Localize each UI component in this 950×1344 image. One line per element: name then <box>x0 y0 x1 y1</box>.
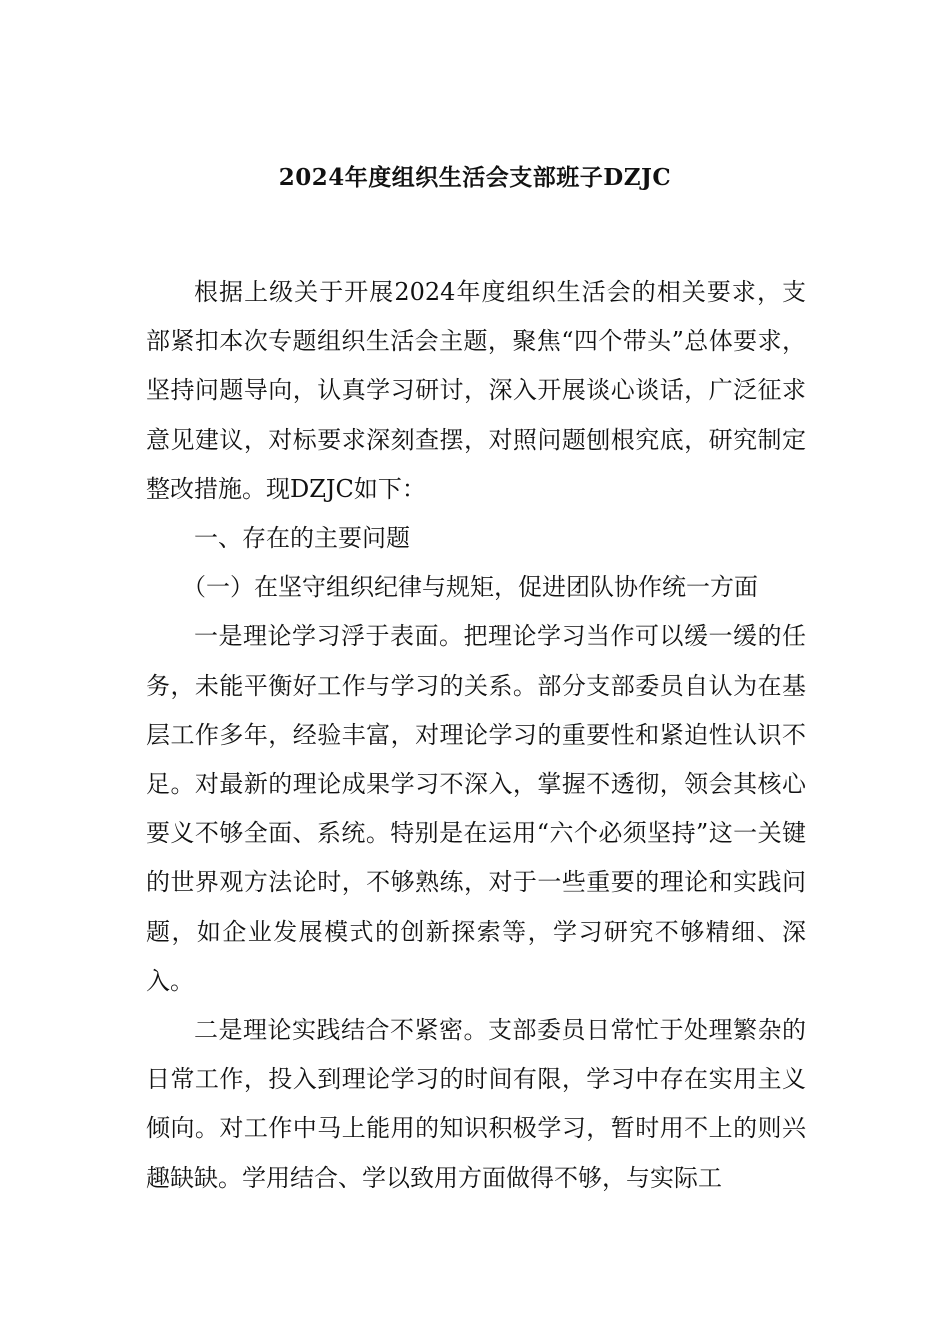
document-title: 2024年度组织生活会支部班子DZJC <box>278 164 672 191</box>
problem-paragraph-1: 一是理论学习浮于表面。把理论学习当作可以缓一缓的任务，未能平衡好工作与学习的关系。部分支部委员自认为在基层工作多年，经验丰富，对理论学习的重要性和紧迫性认识不足。对最新的理论成果学习不深入，掌握不透彻，领会其核心要义不够全面、系统。特别是在运用“六个必须坚持”这一关键的世界观方法论时，不够熟练，对于一些重要的理论和实践问题，如企业发展模式的创新探索等，学习研究不够精细、深入。 <box>146 622 806 995</box>
subsection-heading: （一）在坚守组织纪律与规矩，促进团队协作统一方面 <box>182 573 758 602</box>
section-heading: 一、存在的主要问题 <box>194 524 410 553</box>
document-body <box>146 268 806 1203</box>
intro-paragraph: 根据上级关于开展2024年度组织生活会的相关要求，支部紧扣本次专题组织生活会主题，聚焦“四个带头”总体要求，坚持问题导向，认真学习研讨，深入开展谈心谈话，广泛征求意见建议，对标要求深刻查摆，对照问题刨根究底，研究制定整改措施。现DZJC如下： <box>146 278 806 503</box>
problem-paragraph-2: 二是理论实践结合不紧密。支部委员日常忙于处理繁杂的日常工作，投入到理论学习的时间有限，学习中存在实用主义倾向。对工作中马上能用的知识积极学习，暂时用不上的则兴趣缺缺。学用结合、学以致用方面做得不够，与实际工 <box>146 1016 806 1192</box>
